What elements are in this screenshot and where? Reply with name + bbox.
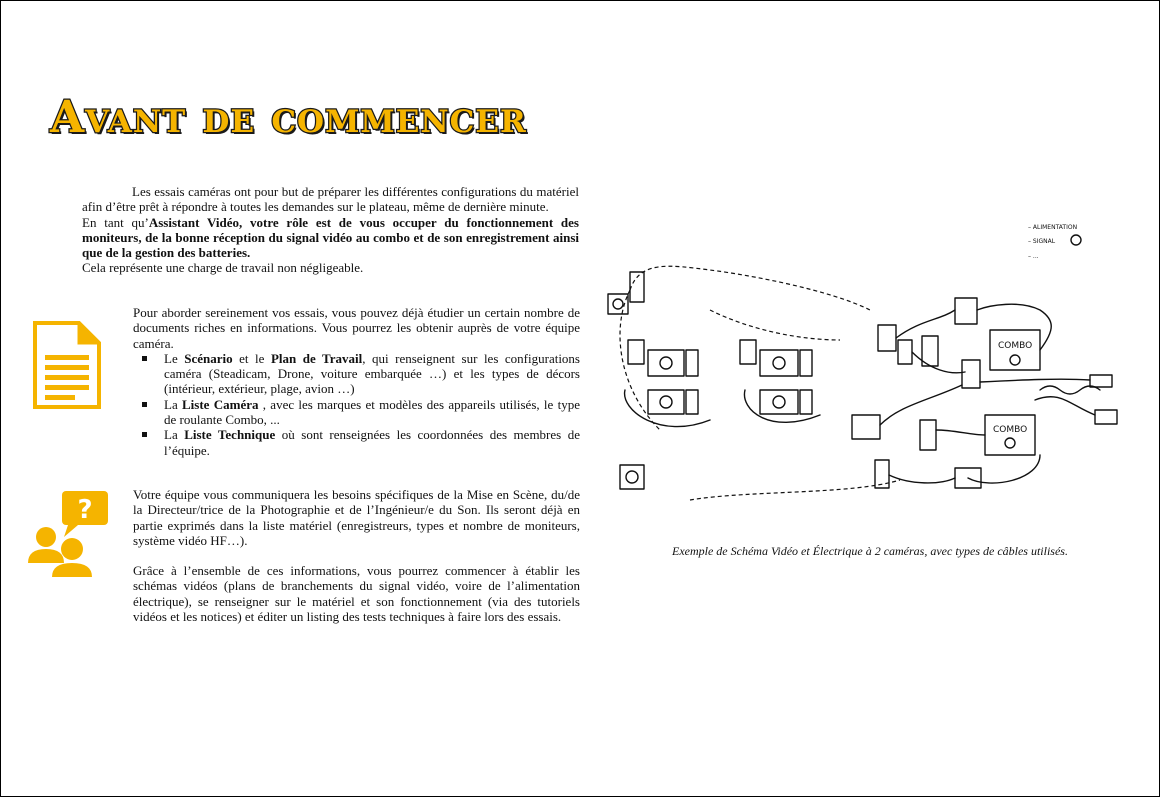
intro-p2-start: En tant qu’ <box>82 214 149 230</box>
combo-monitor-b <box>985 415 1035 455</box>
camera-b-box <box>620 465 644 489</box>
combo-b-label: COMBO <box>993 425 1028 435</box>
monitor-cluster <box>740 340 820 422</box>
intro-p2-bold: Assistant Vidéo, votre rôle est de vous occuper du fonctionnement des moniteurs, de la bonne réception du signal vidéo au combo et de son enregistrement ainsi que de la gestion des batteries. <box>82 214 579 261</box>
list-item: La Liste Caméra , avec les marques et modèles des appareils utilisés, le type de roulante Combo, ... <box>133 397 580 428</box>
team-paragraph-2: Grâce à l’ensemble de ces informations, vous pourrez commencer à établir les schémas vidéos (plans de branchements du signal vidéo, voire de l’alimentation électrique), se renseigner sur le matériel et son fonctionnement (via des tutoriels vidéos et les notices) et éditer un listing des tests techniques à faire lors des essais. <box>133 563 580 625</box>
page-title: Avant de commencer <box>50 92 527 143</box>
dashed-link <box>620 290 660 430</box>
team-paragraph-1: Votre équipe vous communiquera les besoins spécifiques de la Mise en Scène, du/de la Directeur/trice de la Photographie et de l’Ingénieur/e du Son. Ils seront déjà en partie exprimés dans la liste matériel (enregistreurs, types et nombre de moniteurs, système vidéo HF…). <box>133 487 580 548</box>
dashed-link <box>710 310 840 340</box>
documents-list <box>133 351 580 458</box>
legend-power: – ALIMENTATION <box>1028 224 1078 231</box>
intro-paragraph-2 <box>82 215 579 261</box>
list-item: Le Scénario et le Plan de Travail, qui renseignent sur les configurations caméra (Steadicam, Drone, voiture embarquée …) et les types de décors (intérieur, extérieur, plage, avion …) <box>133 351 580 397</box>
diagram-caption: Exemple de Schéma Vidéo et Électrique à 2 caméras, avec types de câbles utilisés. <box>672 544 1068 558</box>
monitor-cluster <box>625 340 710 427</box>
documents-section <box>133 305 580 458</box>
intro-paragraph-1: Les essais caméras ont pour but de préparer les différentes configurations du matériel afin d’être prêt à répondre à toutes les demandes sur le plateau, même de dernière minute. <box>82 184 579 215</box>
documents-paragraph: Pour aborder sereinement vos essais, vous pouvez déjà étudier un certain nombre de documents riches en informations. Vous pourrez les obtenir auprès de votre équipe caméra. <box>133 305 580 351</box>
dashed-link <box>690 480 900 500</box>
legend-signal: – SIGNAL <box>1028 238 1056 245</box>
dashed-link <box>630 266 870 310</box>
list-item: La Liste Technique où sont renseignées les coordonnées des membres de l’équipe. <box>133 427 580 458</box>
combo-a-label: COMBO <box>998 341 1033 351</box>
combo-network <box>852 298 1117 488</box>
video-electrical-diagram <box>600 210 1130 510</box>
svg-text:?: ? <box>77 495 93 525</box>
intro-paragraph-3: Cela représente une charge de travail non négligeable. <box>82 260 364 276</box>
legend-other: – ... <box>1028 253 1039 260</box>
document-icon <box>33 321 101 409</box>
intro-section <box>82 184 579 276</box>
team-section <box>133 487 580 624</box>
team-question-icon <box>28 491 108 577</box>
legend-signal-circle <box>1071 235 1081 245</box>
